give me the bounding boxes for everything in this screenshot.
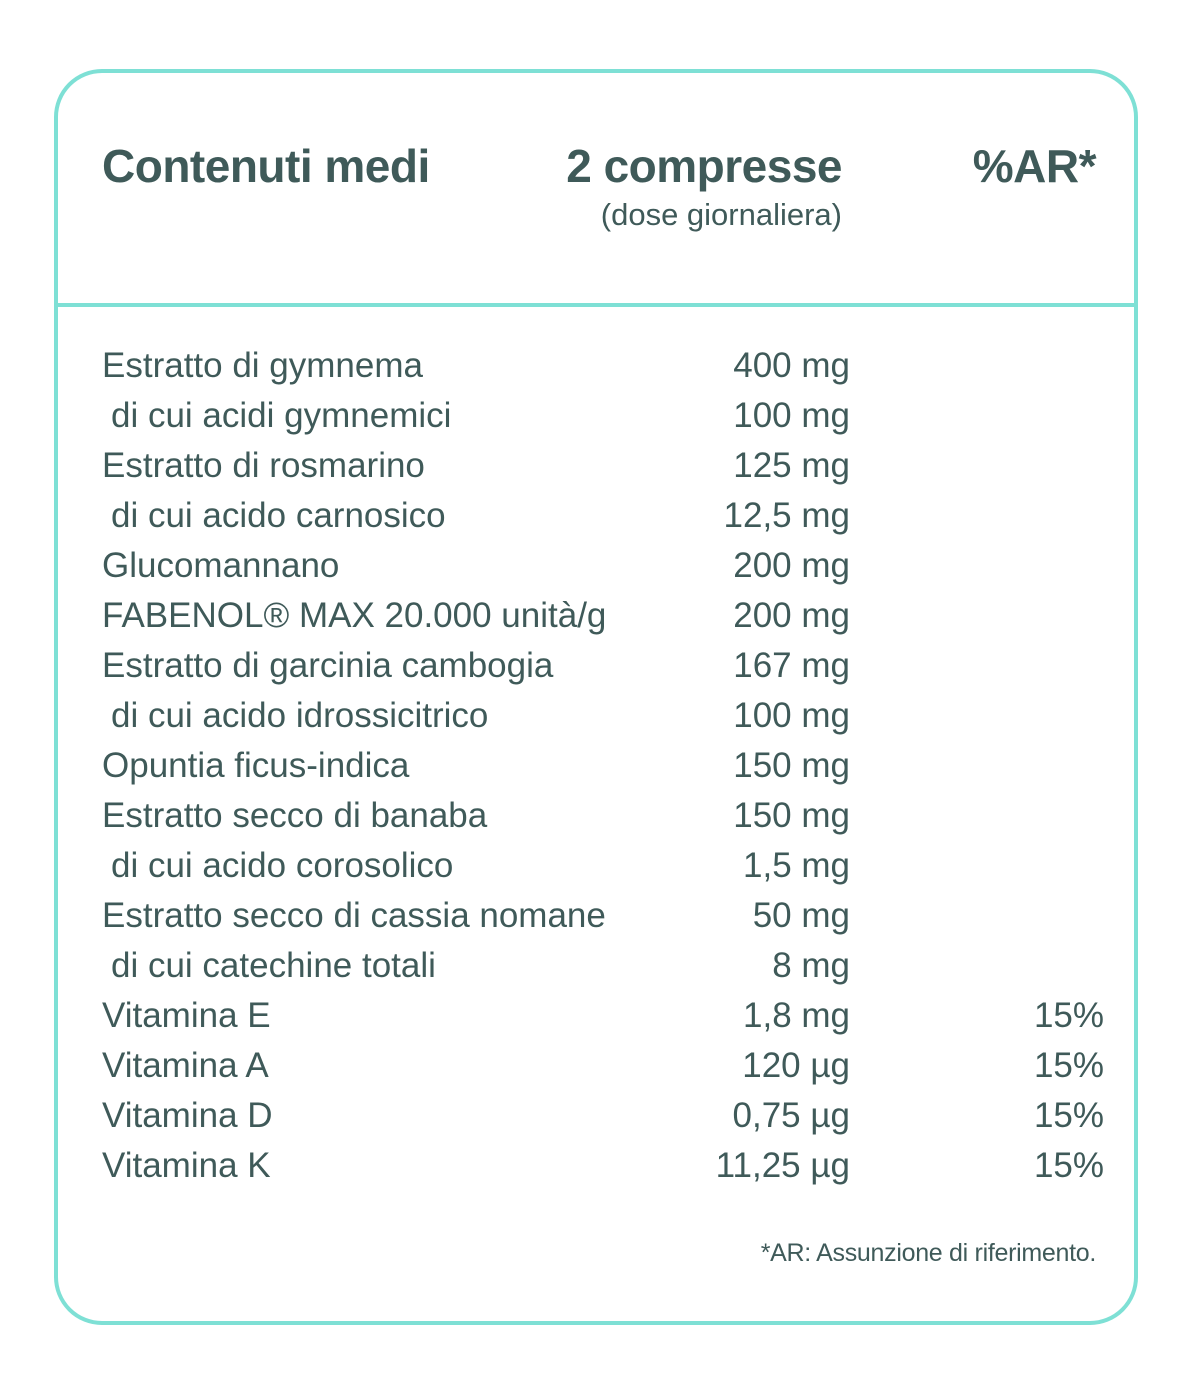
nutrient-amount: 400 mg xyxy=(733,346,850,385)
nutrient-name: Vitamina E xyxy=(102,996,271,1035)
header-ar: %AR* xyxy=(972,140,1096,192)
nutrient-name: Estratto di rosmarino xyxy=(102,446,425,485)
table-row xyxy=(102,441,1104,491)
nutrient-name: Vitamina K xyxy=(102,1146,271,1185)
nutrient-amount: 100 mg xyxy=(733,696,850,735)
table-body xyxy=(102,341,1104,1191)
nutrient-name: Vitamina D xyxy=(102,1096,273,1135)
nutrient-name: di cui acido carnosico xyxy=(111,496,446,535)
nutrient-name: Opuntia ficus-indica xyxy=(102,746,410,785)
nutrient-ar: 15% xyxy=(1033,996,1104,1035)
nutrient-amount: 150 mg xyxy=(733,796,850,835)
nutrient-name: Vitamina A xyxy=(102,1046,269,1085)
nutrient-amount: 0,75 µg xyxy=(732,1096,850,1135)
nutrient-amount: 200 mg xyxy=(733,596,850,635)
table-row xyxy=(102,591,1104,641)
table-row xyxy=(102,1141,1104,1191)
header-amount-subtitle: (dose giornaliera) xyxy=(600,197,842,232)
table-row xyxy=(102,741,1104,791)
nutrient-ar: 15% xyxy=(1033,1096,1104,1135)
nutrient-name: di cui acido idrossicitrico xyxy=(111,696,489,735)
header-amount xyxy=(566,139,842,233)
table-row xyxy=(102,991,1104,1041)
table-row xyxy=(102,1041,1104,1091)
nutrient-name: Estratto secco di banaba xyxy=(102,796,488,835)
nutrient-amount: 1,5 mg xyxy=(743,846,850,885)
header-nutrient: Contenuti medi xyxy=(102,140,430,192)
nutrient-amount: 125 mg xyxy=(733,446,850,485)
nutrient-amount: 200 mg xyxy=(733,546,850,585)
table-row xyxy=(102,691,1104,741)
nutrient-name: di cui catechine totali xyxy=(111,946,436,985)
table-row xyxy=(102,391,1104,441)
table-row xyxy=(102,541,1104,591)
table-row xyxy=(102,1091,1104,1141)
nutrient-name: Estratto secco di cassia nomane xyxy=(102,896,606,935)
nutrient-ar: 15% xyxy=(1033,1146,1104,1185)
nutrient-amount: 12,5 mg xyxy=(723,496,850,535)
nutrient-amount: 120 µg xyxy=(742,1046,850,1085)
header-amount-title: 2 compresse xyxy=(566,140,842,192)
nutrient-ar: 15% xyxy=(1033,1046,1104,1085)
nutrient-amount: 8 mg xyxy=(772,946,850,985)
nutrient-amount: 50 mg xyxy=(752,896,850,935)
nutrient-amount: 100 mg xyxy=(733,396,850,435)
nutrient-name: FABENOL® MAX 20.000 unità/g xyxy=(102,596,607,635)
table-row xyxy=(102,341,1104,391)
table-row xyxy=(102,941,1104,991)
nutrient-name: Glucomannano xyxy=(102,546,340,585)
table-header xyxy=(58,73,1134,307)
table-row xyxy=(102,841,1104,891)
table-row xyxy=(102,641,1104,691)
table-row xyxy=(102,791,1104,841)
nutrient-name: Estratto di gymnema xyxy=(102,346,423,385)
nutrient-amount: 11,25 µg xyxy=(715,1146,850,1185)
table-row xyxy=(102,491,1104,541)
nutrient-name: di cui acido corosolico xyxy=(111,846,454,885)
nutrient-amount: 1,8 mg xyxy=(743,996,850,1035)
nutrient-name: di cui acidi gymnemici xyxy=(111,396,452,435)
footnote: *AR: Assunzione di riferimento. xyxy=(760,1239,1096,1267)
nutrient-amount: 150 mg xyxy=(733,746,850,785)
nutrient-name: Estratto di garcinia cambogia xyxy=(102,646,554,685)
nutrition-table xyxy=(54,69,1138,1325)
nutrient-amount: 167 mg xyxy=(733,646,850,685)
table-row xyxy=(102,891,1104,941)
